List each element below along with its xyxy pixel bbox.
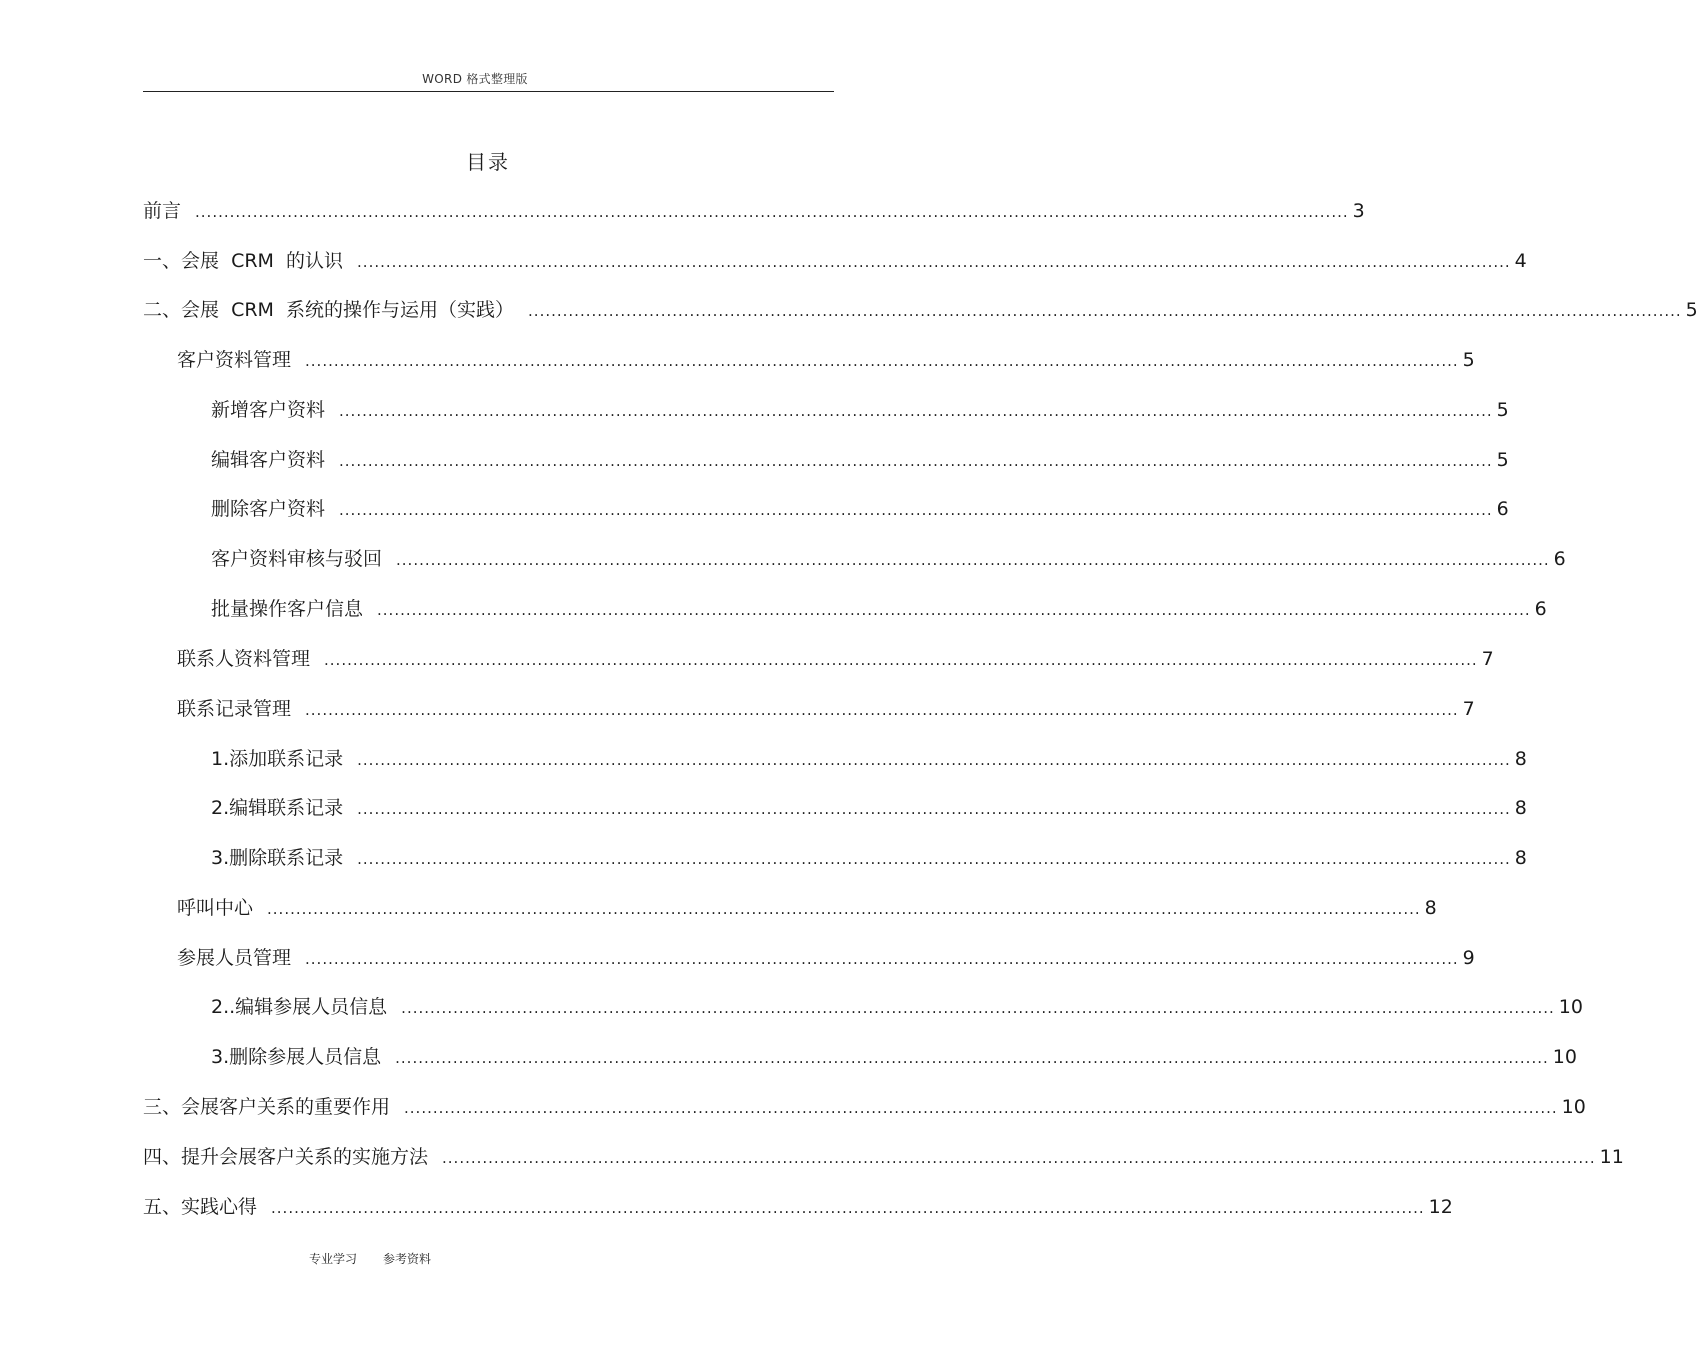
toc-entry[interactable] (177, 894, 1437, 922)
toc-entry-label: 3.删除参展人员信息 (211, 1046, 382, 1068)
toc-entry[interactable] (211, 545, 1566, 573)
toc-entry[interactable] (211, 446, 1509, 474)
toc-dot-leader: ........................................................................................................................................................................................................ (357, 751, 1511, 769)
toc-entry[interactable] (143, 296, 1698, 324)
toc-entry[interactable] (143, 1143, 1624, 1171)
toc-entry[interactable] (211, 396, 1509, 424)
toc-dot-leader: ........................................................................................................................................................................................................ (339, 501, 1493, 519)
toc-entry-page: 10 (1552, 1046, 1577, 1068)
toc-entry-label: 2..编辑参展人员信息 (211, 996, 388, 1018)
toc-title: 目录 (466, 150, 510, 174)
toc-entry[interactable] (143, 197, 1365, 225)
toc-entry-page: 8 (1514, 748, 1527, 770)
toc-dot-leader: ........................................................................................................................................................................................................ (195, 203, 1349, 221)
toc-dot-leader: ........................................................................................................................................................................................................ (396, 551, 1550, 569)
toc-entry-label: 新增客户资料 (211, 399, 326, 421)
toc-entry[interactable] (177, 346, 1475, 374)
footer-left-text: 专业学习 (309, 1252, 358, 1266)
toc-entry-label: 参展人员管理 (177, 947, 292, 969)
toc-entry-label: 呼叫中心 (177, 897, 254, 919)
toc-entry-page: 8 (1514, 847, 1527, 869)
toc-dot-leader: ........................................................................................................................................................................................................ (357, 850, 1511, 868)
toc-dot-leader: ........................................................................................................................................................................................................ (324, 651, 1478, 669)
toc-dot-leader: ........................................................................................................................................................................................................ (357, 800, 1511, 818)
toc-entry-page: 6 (1496, 498, 1509, 520)
toc-entry[interactable] (211, 495, 1509, 523)
toc-entry-page: 7 (1462, 698, 1475, 720)
page-footer (309, 1250, 431, 1267)
toc-entry-label: 三、会展客户关系的重要作用 (143, 1096, 391, 1118)
toc-entry[interactable] (211, 993, 1583, 1021)
toc-entry-label: 编辑客户资料 (211, 449, 326, 471)
toc-dot-leader: ........................................................................................................................................................................................................ (357, 253, 1511, 271)
toc-entry[interactable] (211, 794, 1527, 822)
toc-entry-page: 10 (1561, 1096, 1586, 1118)
toc-entry-label: 四、提升会展客户关系的实施方法 (143, 1146, 429, 1168)
toc-entry[interactable] (177, 944, 1475, 972)
toc-entry-page: 6 (1534, 598, 1547, 620)
toc-entry-label: 客户资料管理 (177, 349, 292, 371)
toc-entry-page: 3 (1352, 200, 1365, 222)
toc-dot-leader: ........................................................................................................................................................................................................ (271, 1199, 1425, 1217)
toc-entry[interactable] (143, 247, 1527, 275)
toc-dot-leader: ........................................................................................................................................................................................................ (267, 900, 1421, 918)
toc-entry-page: 11 (1599, 1146, 1624, 1168)
toc-entry[interactable] (143, 1193, 1453, 1221)
toc-dot-leader: ........................................................................................................................................................................................................ (401, 999, 1555, 1017)
toc-dot-leader: ........................................................................................................................................................................................................ (404, 1099, 1558, 1117)
toc-entry-label: 联系记录管理 (177, 698, 292, 720)
toc-entry[interactable] (211, 595, 1547, 623)
toc-entry-label: 1.添加联系记录 (211, 748, 344, 770)
toc-entry[interactable] (211, 745, 1527, 773)
toc-entry-page: 8 (1514, 797, 1527, 819)
toc-dot-leader: ........................................................................................................................................................................................................ (395, 1049, 1549, 1067)
toc-entry-page: 5 (1685, 299, 1698, 321)
toc-entry-label: 前言 (143, 200, 182, 222)
toc-dot-leader: ........................................................................................................................................................................................................ (305, 352, 1459, 370)
toc-dot-leader: ........................................................................................................................................................................................................ (528, 302, 1682, 320)
toc-entry-label: 删除客户资料 (211, 498, 326, 520)
toc-entry-label: 联系人资料管理 (177, 648, 311, 670)
toc-entry-label: 批量操作客户信息 (211, 598, 364, 620)
toc-entry-page: 8 (1424, 897, 1437, 919)
toc-entry-page: 5 (1496, 449, 1509, 471)
toc-entry-label: 3.删除联系记录 (211, 847, 344, 869)
toc-dot-leader: ........................................................................................................................................................................................................ (442, 1149, 1596, 1167)
toc-dot-leader: ........................................................................................................................................................................................................ (339, 452, 1493, 470)
toc-dot-leader: ........................................................................................................................................................................................................ (339, 402, 1493, 420)
page-header: WORD 格式整理版 (422, 72, 528, 86)
toc-entry[interactable] (177, 645, 1494, 673)
header-divider (143, 91, 834, 92)
toc-entry-page: 6 (1553, 548, 1566, 570)
toc-entry-label: 2.编辑联系记录 (211, 797, 344, 819)
toc-entry[interactable] (211, 1043, 1577, 1071)
toc-entry-label: 二、会展 CRM 系统的操作与运用（实践） (143, 299, 515, 321)
toc-entry-page: 7 (1481, 648, 1494, 670)
toc-entry-label: 客户资料审核与驳回 (211, 548, 383, 570)
toc-entry-label: 一、会展 CRM 的认识 (143, 250, 344, 272)
toc-entry-page: 9 (1462, 947, 1475, 969)
toc-entry-page: 4 (1514, 250, 1527, 272)
toc-dot-leader: ........................................................................................................................................................................................................ (305, 950, 1459, 968)
toc-entry[interactable] (177, 695, 1475, 723)
toc-entry-page: 5 (1462, 349, 1475, 371)
toc-entry[interactable] (211, 844, 1527, 872)
toc-dot-leader: ........................................................................................................................................................................................................ (377, 601, 1531, 619)
toc-entry[interactable] (143, 1093, 1586, 1121)
footer-right-text: 参考资料 (383, 1252, 432, 1266)
toc-entry-page: 5 (1496, 399, 1509, 421)
toc-entry-page: 12 (1428, 1196, 1453, 1218)
toc-entry-label: 五、实践心得 (143, 1196, 258, 1218)
toc-dot-leader: ........................................................................................................................................................................................................ (305, 701, 1459, 719)
toc-entry-page: 10 (1558, 996, 1583, 1018)
